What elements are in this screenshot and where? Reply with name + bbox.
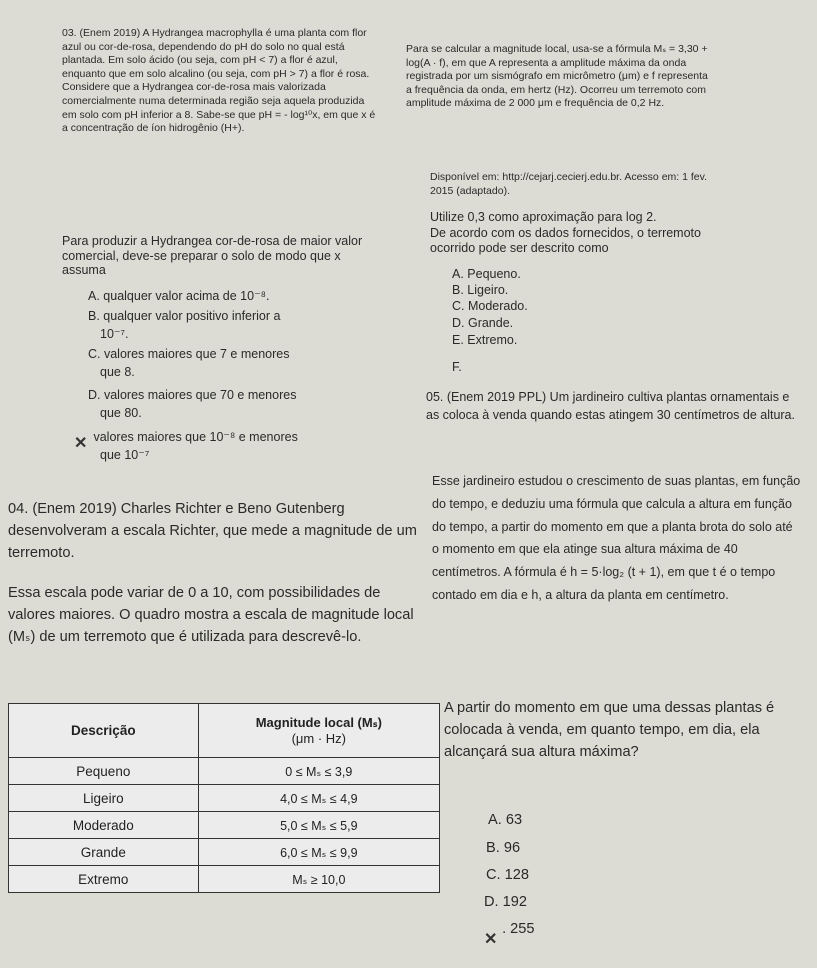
table-row [9, 758, 440, 785]
q05-option-b[interactable]: B. 96 [486, 840, 521, 856]
table-cell-description: Ligeiro [9, 785, 199, 812]
header-descricao: Descrição [9, 704, 199, 758]
q03-option-b-text: qualquer valor positivo inferior a [103, 309, 281, 323]
q04-question: De acordo com os dados fornecidos, o terremoto ocorrido pode ser descrito como [430, 226, 701, 255]
table-cell-description: Grande [9, 839, 199, 866]
magnitude-table [8, 703, 440, 893]
q03-option-b[interactable] [88, 309, 280, 324]
q05-option-e-text: . 255 [502, 921, 535, 937]
q05-question: A partir do momento em que uma dessas plantas é colocada à venda, em quanto tempo, em dia, ela alcançará sua altura máxima? [444, 700, 775, 760]
q03-option-b-letter: B. [88, 309, 100, 323]
q03-option-c-letter: C. [88, 347, 101, 361]
q04-source: Disponível em: http://cejarj.cecierj.edu.br. Acesso em: 1 fev. 2015 (adaptado). [430, 171, 708, 197]
table-cell-description: Moderado [9, 812, 199, 839]
q03-intro: 03. (Enem 2019) A Hydrangea macrophylla é uma planta com flor azul ou cor-de-rosa, dependendo do pH do solo no qual está plantada. Em solo ácido (ou seja, com pH < 7) a flor é azul, enquanto que em solo alcalino (ou seja, com pH > 7) a flor é rosa. Considere que a Hydrangea cor-de-rosa mais valorizada comercialmente numa determinada região seja aquela produzida em solo com pH inferior a 8. Sabe-se que pH = - log¹⁰x, em que x é a concentração de íon hidrogênio (H+). [62, 27, 376, 135]
q03-option-d-cont: que 80. [100, 406, 142, 420]
q04-formula-text: Para se calcular a magnitude local, usa-se a fórmula Mₛ = 3,30 + log(A · f), em que A representa a amplitude máxima da onda registrada por um sismógrafo em micrômetro (μm) e f representa a frequência da onda, em hertz (Hz). Ocorreu um terremoto com amplitude máxima de 2 000 μm e frequência de 0,2 Hz. [406, 43, 708, 110]
table-cell-description: Pequeno [9, 758, 199, 785]
q04-option-f[interactable]: F. [452, 360, 462, 374]
header-magnitude-unit: (μm · Hz) [291, 731, 347, 746]
table-row [9, 812, 440, 839]
table-cell-range: 0 ≤ Mₛ ≤ 3,9 [198, 758, 439, 785]
header-magnitude-label: Magnitude local (Mₛ) [255, 715, 382, 730]
q03-option-d[interactable] [88, 388, 296, 403]
table-cell-range: 6,0 ≤ Mₛ ≤ 9,9 [198, 839, 439, 866]
q03-option-d-text: valores maiores que 70 e menores [103, 388, 297, 402]
q03-option-c-cont: que 8. [100, 365, 135, 379]
q05-option-c[interactable]: C. 128 [486, 867, 529, 883]
q03-option-a-letter: A. [88, 289, 100, 303]
q03-option-b-cont: 10⁻⁷. [100, 327, 129, 341]
q04-intro: 04. (Enem 2019) Charles Richter e Beno Gutenberg desenvolveram a escala Richter, que mede a magnitude de um terremoto. [8, 501, 417, 561]
q05-body: Esse jardineiro estudou o crescimento de suas plantas, em função do tempo, e deduziu uma fórmula que calcula a altura em função do tempo, a partir do momento em que a planta brota do solo até o momento em que ela atinge sua altura máxima de 40 centímetros. A fórmula é h = 5·log₂ (t + 1), em que t é o tempo contado em dia e h, a altura da planta em centímetro. [432, 474, 801, 602]
table-row [9, 839, 440, 866]
q04-body: Essa escala pode variar de 0 a 10, com possibilidades de valores maiores. O quadro mostra a escala de magnitude local (Mₛ) de um terremoto que é utilizada para descrevê-lo. [8, 585, 414, 645]
q05-option-a[interactable]: A. 63 [488, 812, 523, 828]
table-row [9, 866, 440, 893]
q03-option-e-cont: que 10⁻⁷ [100, 448, 150, 462]
q04-option-a[interactable]: A. Pequeno. [452, 267, 521, 281]
q03-option-a[interactable] [88, 289, 269, 304]
q04-option-e[interactable]: E. Extremo. [452, 333, 518, 347]
q03-option-c-text: valores maiores que 7 e menores [103, 347, 290, 361]
q03-option-e[interactable] [80, 430, 298, 445]
table-row [9, 785, 440, 812]
q04-option-c[interactable]: C. Moderado. [452, 299, 528, 313]
header-magnitude [198, 704, 439, 758]
q05-intro: 05. (Enem 2019 PPL) Um jardineiro cultiva plantas ornamentais e as coloca à venda quando estas atingem 30 centímetros de altura. [426, 390, 795, 422]
q04-option-b[interactable]: B. Ligeiro. [452, 283, 509, 297]
q04-hint: Utilize 0,3 como aproximação para log 2. [430, 210, 657, 224]
table-cell-range: Mₛ ≥ 10,0 [198, 866, 439, 893]
q04-option-d[interactable]: D. Grande. [452, 316, 514, 330]
table-cell-description: Extremo [9, 866, 199, 893]
q03-option-e-text: valores maiores que 10⁻⁸ e menores [93, 430, 298, 444]
table-cell-range: 5,0 ≤ Mₛ ≤ 5,9 [198, 812, 439, 839]
q05-option-d[interactable]: D. 192 [484, 894, 527, 910]
q03-option-d-letter: D. [88, 388, 101, 402]
q03-question: Para produzir a Hydrangea cor-de-rosa de maior valor comercial, deve-se preparar o solo de modo que x assuma [62, 234, 363, 277]
q03-option-a-text: qualquer valor acima de 10⁻⁸. [103, 289, 270, 303]
q05-option-e[interactable] [490, 918, 535, 940]
table-header-row [9, 704, 440, 758]
table-cell-range: 4,0 ≤ Mₛ ≤ 4,9 [198, 785, 439, 812]
q03-option-c[interactable] [88, 347, 290, 362]
